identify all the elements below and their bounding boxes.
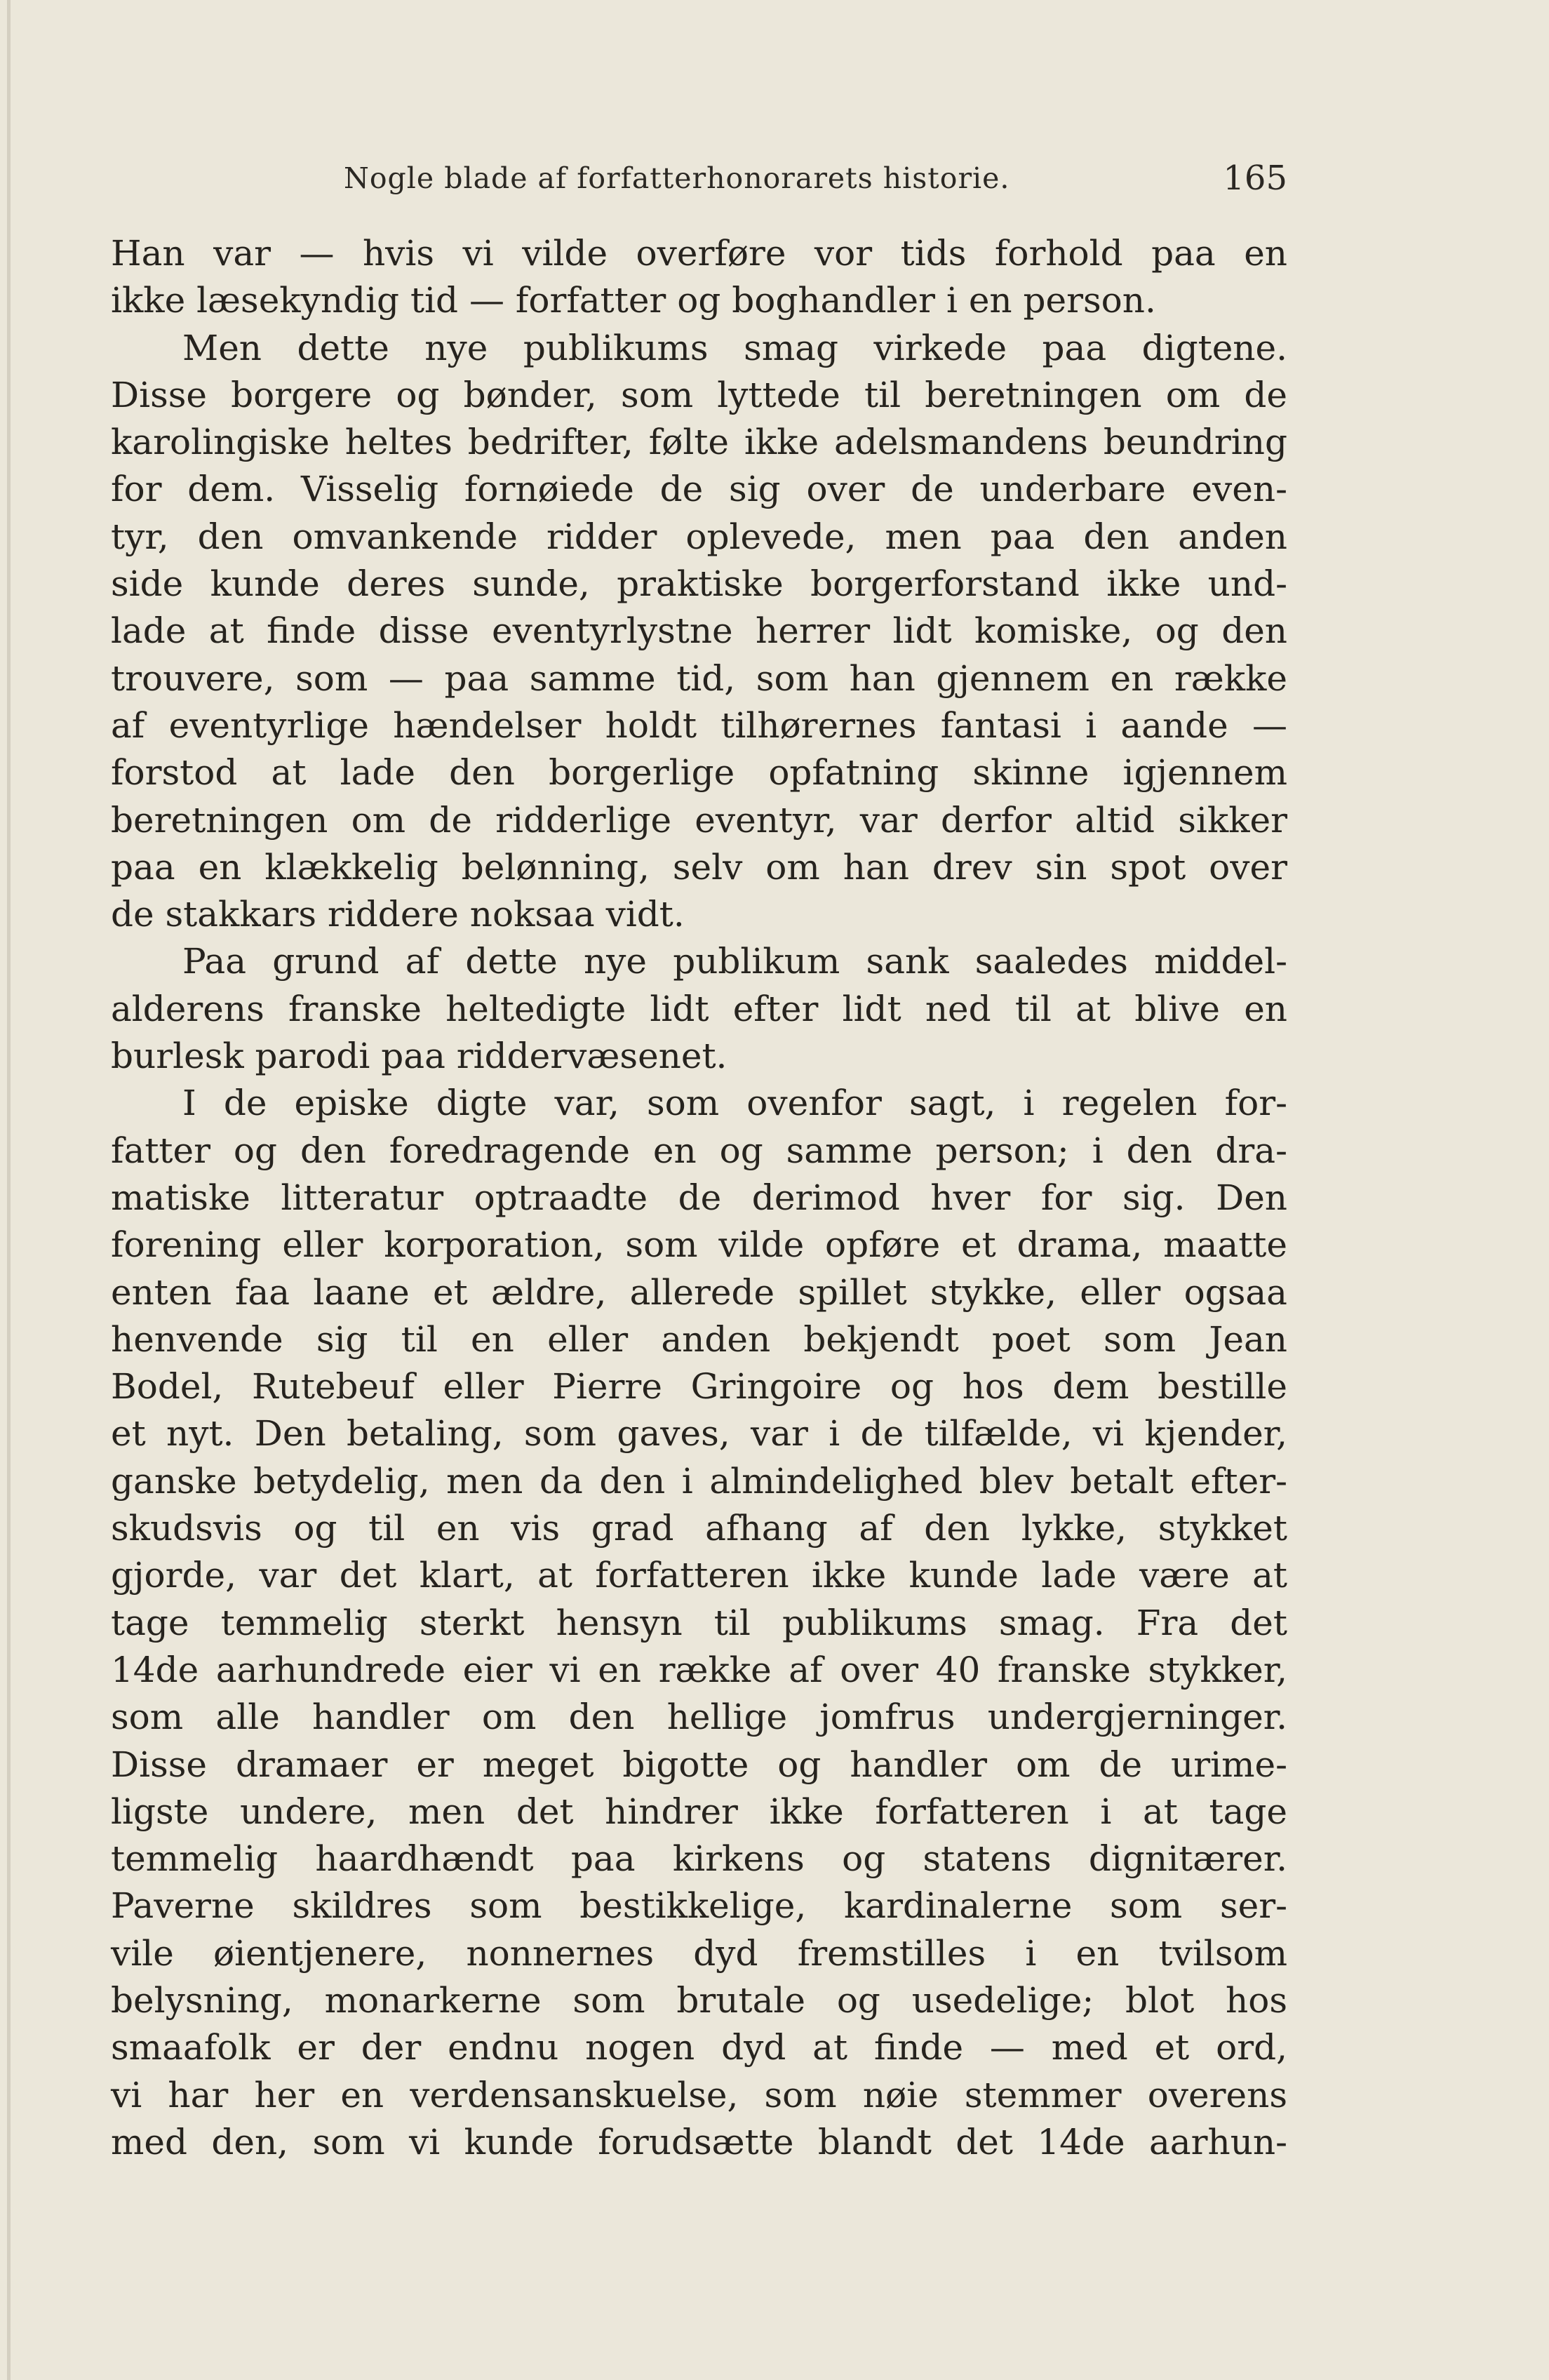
text-line: Men dette nye publikums smag virkede paa digtene. [182,327,1287,368]
text-line: med den, som vi kunde forudsætte blandt det 14de aarhun- [111,2121,1287,2162]
text-line: forening eller korporation, som vilde opføre et drama, maatte [111,1224,1287,1266]
text-line: henvende sig til en eller anden bekjendt poet som Jean [111,1318,1287,1360]
text-line: skudsvis og til en vis grad afhang af den lykke, stykket [111,1508,1287,1549]
text-line: tyr, den omvankende ridder oplevede, men paa den anden [111,516,1287,557]
body-text [111,230,1287,2166]
text-line: burlesk parodi paa riddervæsenet. [111,1036,727,1077]
text-line: beretningen om de ridderlige eventyr, var derfor altid sikker [111,799,1287,841]
text-line: ligste undere, men det hindrer ikke forfatteren i at tage [111,1791,1287,1832]
text-line: Disse borgere og bønder, som lyttede til beretningen om de [111,374,1287,415]
text-line: lade at finde disse eventyrlystne herrer lidt komiske, og den [111,610,1287,652]
text-line: Paa grund af dette nye publikum sank saaledes middel- [182,941,1287,982]
page-number: 165 [1223,159,1287,198]
text-line: karolingiske heltes bedrifter, følte ikke adelsmandens beundring [111,422,1287,463]
text-line: et nyt. Den betaling, som gaves, var i de tilfælde, vi kjender, [111,1413,1287,1455]
text-line: ikke læsekyndig tid — forfatter og boghandler i en person. [111,280,1156,321]
page-header [112,153,1287,209]
text-line: alderens franske heltedigte lidt efter lidt ned til at blive en [111,988,1287,1029]
text-line: 14de aarhundrede eier vi en række af over 40 franske stykker, [111,1649,1287,1690]
text-line: Disse dramaer er meget bigotte og handler om de urime- [111,1744,1287,1785]
text-line: som alle handler om den hellige jomfrus undergjerninger. [111,1697,1287,1738]
paragraph [111,230,1287,325]
text-line: matiske litteratur optraadte de derimod hver for sig. Den [111,1177,1287,1218]
text-line: vi har her en verdensanskuelse, som nøie stemmer overens [111,2074,1287,2115]
text-line: af eventyrlige hændelser holdt tilhørernes fantasi i aande — [111,704,1287,746]
text-line: smaafolk er der endnu nogen dyd at finde — med et ord, [111,2027,1287,2068]
text-line: ganske betydelig, men da den i almindelighed blev betalt efter- [111,1460,1287,1502]
text-line: forstod at lade den borgerlige opfatning skinne igjennem [111,752,1287,794]
text-line: belysning, monarkerne som brutale og usedelige; blot hos [111,1979,1287,2021]
text-line: vile øientjenere, nonnernes dyd fremstilles i en tvilsom [111,1932,1287,1974]
text-line: I de episke digte var, som ovenfor sagt, i regelen for- [182,1083,1287,1124]
text-line: side kunde deres sunde, praktiske borgerforstand ikke und- [111,563,1287,605]
text-line: paa en klækkelig belønning, selv om han drev sin spot over [111,846,1287,888]
text-line: fatter og den foredragende en og samme person; i den dra- [111,1130,1287,1171]
text-line: Han var — hvis vi vilde overføre vor tids forhold paa en [111,233,1287,274]
running-title: Nogle blade af forfatterhonorarets historie. [344,161,1010,195]
text-line: Paverne skildres som bestikkelige, kardinalerne som ser- [111,1885,1287,1927]
text-line: enten faa laane et ældre, allerede spillet stykke, eller ogsaa [111,1271,1287,1313]
text-line: de stakkars riddere noksaa vidt. [111,894,685,935]
text-line: temmelig haardhændt paa kirkens og statens dignitærer. [111,1838,1287,1880]
paragraph [111,325,1287,939]
text-line: gjorde, var det klart, at forfatteren ikke kunde lade være at [111,1555,1287,1596]
text-line: tage temmelig sterkt hensyn til publikums smag. Fra det [111,1602,1287,1643]
text-line: trouvere, som — paa samme tid, som han gjennem en række [111,657,1287,699]
page-edge [7,0,11,2380]
text-line: for dem. Visselig fornøiede de sig over de underbare even- [111,469,1287,510]
paragraph [111,938,1287,1080]
text-line: Bodel, Rutebeuf eller Pierre Gringoire og hos dem bestille [111,1366,1287,1408]
paragraph [111,1080,1287,2166]
